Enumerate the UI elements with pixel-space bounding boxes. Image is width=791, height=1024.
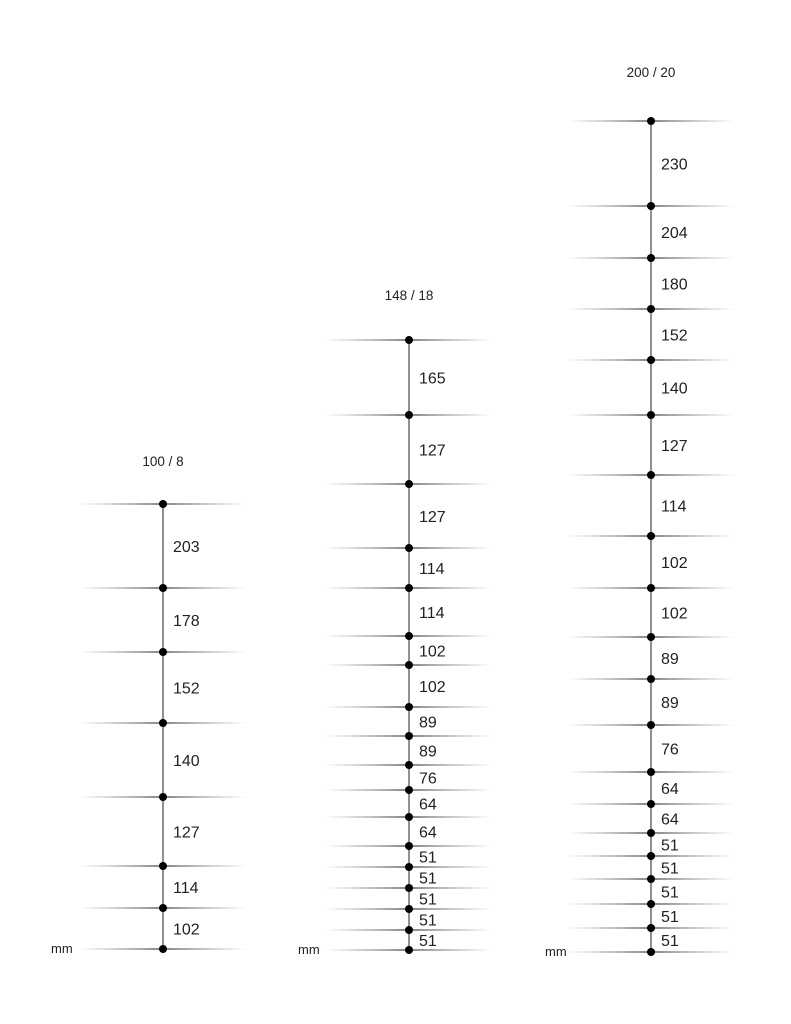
division-dot: [647, 411, 655, 419]
division-dot: [647, 356, 655, 364]
division-dot: [647, 900, 655, 908]
segment-label: 102: [419, 643, 446, 661]
segment-label: 51: [419, 933, 437, 950]
segment-label: 64: [419, 796, 437, 814]
division-dot: [647, 584, 655, 592]
segment-label: 89: [661, 651, 679, 668]
segment-label: 114: [661, 498, 687, 516]
segment-label: 114: [419, 561, 445, 578]
division-dot: [405, 703, 413, 711]
segment-label: 51: [419, 912, 437, 930]
segment-label: 89: [419, 743, 437, 761]
division-dot: [405, 786, 413, 794]
division-dot: [647, 800, 655, 808]
division-dot: [647, 948, 655, 956]
division-dot: [405, 926, 413, 934]
col-200-20: [545, 65, 735, 959]
division-dot: [405, 884, 413, 892]
segment-label: 203: [173, 539, 200, 556]
division-dot: [647, 532, 655, 540]
division-dot: [405, 905, 413, 913]
division-dot: [405, 411, 413, 419]
segment-label: 102: [661, 555, 688, 572]
division-dot: [647, 254, 655, 262]
segment-label: 89: [661, 695, 679, 712]
segment-label: 140: [173, 753, 200, 770]
division-dot: [159, 904, 167, 912]
segment-label: 51: [419, 849, 437, 867]
division-dot: [405, 842, 413, 850]
division-dot: [159, 793, 167, 801]
segment-label: 127: [419, 509, 446, 526]
col-100-8: [51, 454, 247, 956]
segment-label: 114: [173, 880, 199, 897]
division-dot: [647, 675, 655, 683]
unit-label: mm: [298, 942, 320, 957]
segment-label: 127: [661, 438, 688, 455]
division-dot: [405, 336, 413, 344]
segment-label: 89: [419, 714, 437, 732]
segment-label: 114: [419, 605, 445, 622]
division-dot: [405, 863, 413, 871]
segment-label: 178: [173, 613, 200, 630]
segment-label: 140: [661, 380, 688, 398]
division-dot: [405, 761, 413, 769]
column-title: 200 / 20: [626, 65, 676, 80]
segment-label: 64: [661, 781, 679, 798]
division-dot: [647, 117, 655, 125]
segment-label: 51: [419, 870, 437, 888]
division-dot: [647, 924, 655, 932]
division-dot: [405, 584, 413, 592]
column-title: 100 / 8: [142, 454, 184, 469]
segment-label: 51: [661, 909, 679, 926]
division-dot: [647, 471, 655, 479]
division-dot: [159, 648, 167, 656]
segment-label: 51: [661, 837, 679, 855]
division-dot: [647, 633, 655, 641]
division-dot: [159, 719, 167, 727]
segment-label: 51: [661, 860, 679, 878]
division-dot: [647, 202, 655, 210]
segment-label: 51: [661, 933, 679, 950]
division-dot: [159, 584, 167, 592]
segment-label: 76: [419, 770, 437, 788]
division-dot: [405, 480, 413, 488]
segment-label: 165: [419, 370, 446, 388]
division-dot: [405, 661, 413, 669]
division-dot: [647, 768, 655, 776]
division-dot: [405, 732, 413, 740]
column-title: 148 / 18: [384, 288, 434, 303]
segment-label: 127: [173, 824, 200, 842]
unit-label: mm: [545, 944, 567, 959]
division-dot: [405, 946, 413, 954]
segment-label: 152: [173, 680, 200, 698]
segment-label: 230: [661, 156, 688, 174]
col-148-18: [298, 288, 493, 957]
segment-label: 180: [661, 276, 688, 294]
segment-label: 127: [419, 442, 446, 460]
segment-label: 102: [661, 605, 688, 623]
division-dot: [647, 829, 655, 837]
division-dot: [647, 852, 655, 860]
segment-label: 152: [661, 327, 688, 345]
segment-label: 204: [661, 225, 688, 242]
division-dot: [159, 500, 167, 508]
division-dot: [159, 945, 167, 953]
division-dot: [405, 632, 413, 640]
segment-label: 51: [661, 884, 679, 902]
division-dot: [647, 305, 655, 313]
division-dot: [405, 544, 413, 552]
division-dot: [647, 875, 655, 883]
division-dot: [405, 813, 413, 821]
segment-label: 102: [419, 679, 446, 696]
division-dot: [647, 721, 655, 729]
segment-label: 102: [173, 921, 200, 939]
unit-label: mm: [51, 941, 73, 956]
segment-label: 64: [419, 824, 437, 842]
division-dot: [159, 862, 167, 870]
segment-label: 64: [661, 811, 679, 829]
segment-label: 51: [419, 891, 437, 909]
segment-label: 76: [661, 741, 679, 759]
